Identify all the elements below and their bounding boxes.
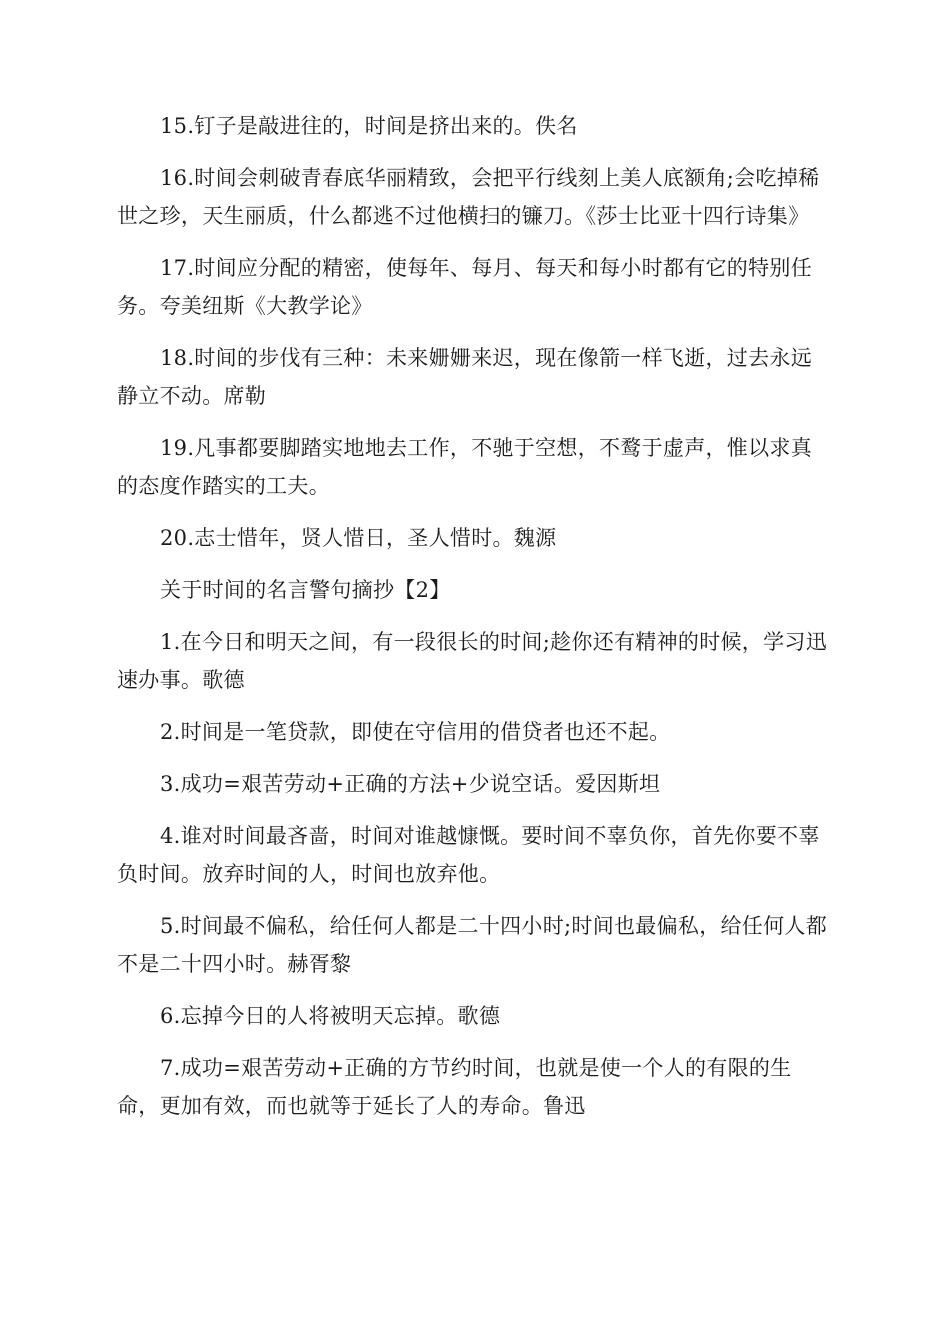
quote-paragraph: 20.志士惜年，贤人惜日，圣人惜时。魏源 bbox=[160, 526, 557, 550]
document-body bbox=[117, 107, 833, 1139]
quote-paragraph: 1.在今日和明天之间，有一段很长的时间;趁你还有精神的时候，学习迅速办事。歌德 bbox=[117, 630, 828, 692]
quote-paragraph: 19.凡事都要脚踏实地地去工作，不驰于空想，不鹜于虚声，惟以求真的态度作踏实的工夫。 bbox=[117, 436, 812, 498]
quote-paragraph: 6.忘掉今日的人将被明天忘掉。歌德 bbox=[160, 1004, 501, 1028]
section-heading: 关于时间的名言警句摘抄【2】 bbox=[160, 578, 451, 602]
quote-paragraph: 7.成功=艰苦劳动+正确的方节约时间，也就是使一个人的有限的生命，更加有效，而也就等于延长了人的寿命。鲁迅 bbox=[117, 1056, 792, 1118]
quote-paragraph: 4.谁对时间最吝啬，时间对谁越慷慨。要时间不辜负你，首先你要不辜负时间。放弃时间的人，时间也放弃他。 bbox=[117, 824, 820, 886]
quote-paragraph: 5.时间最不偏私，给任何人都是二十四小时;时间也最偏私，给任何人都不是二十四小时。赫胥黎 bbox=[117, 914, 828, 976]
quote-paragraph: 15.钉子是敲进往的，时间是挤出来的。佚名 bbox=[160, 114, 578, 138]
quote-paragraph: 3.成功=艰苦劳动+正确的方法+少说空话。爱因斯坦 bbox=[160, 772, 661, 796]
quote-paragraph: 18.时间的步伐有三种：未来姗姗来迟，现在像箭一样飞逝，过去永远静立不动。席勒 bbox=[117, 346, 812, 408]
quote-paragraph: 17.时间应分配的精密，使每年、每月、每天和每小时都有它的特别任务。夸美纽斯《大教学论》 bbox=[117, 256, 812, 318]
quote-paragraph: 2.时间是一笔贷款，即使在守信用的借贷者也还不起。 bbox=[160, 720, 671, 744]
quote-paragraph: 16.时间会刺破青春底华丽精致，会把平行线刻上美人底额角;会吃掉稀世之珍，天生丽质，什么都逃不过他横扫的镰刀。《莎士比亚十四行诗集》 bbox=[117, 166, 820, 228]
